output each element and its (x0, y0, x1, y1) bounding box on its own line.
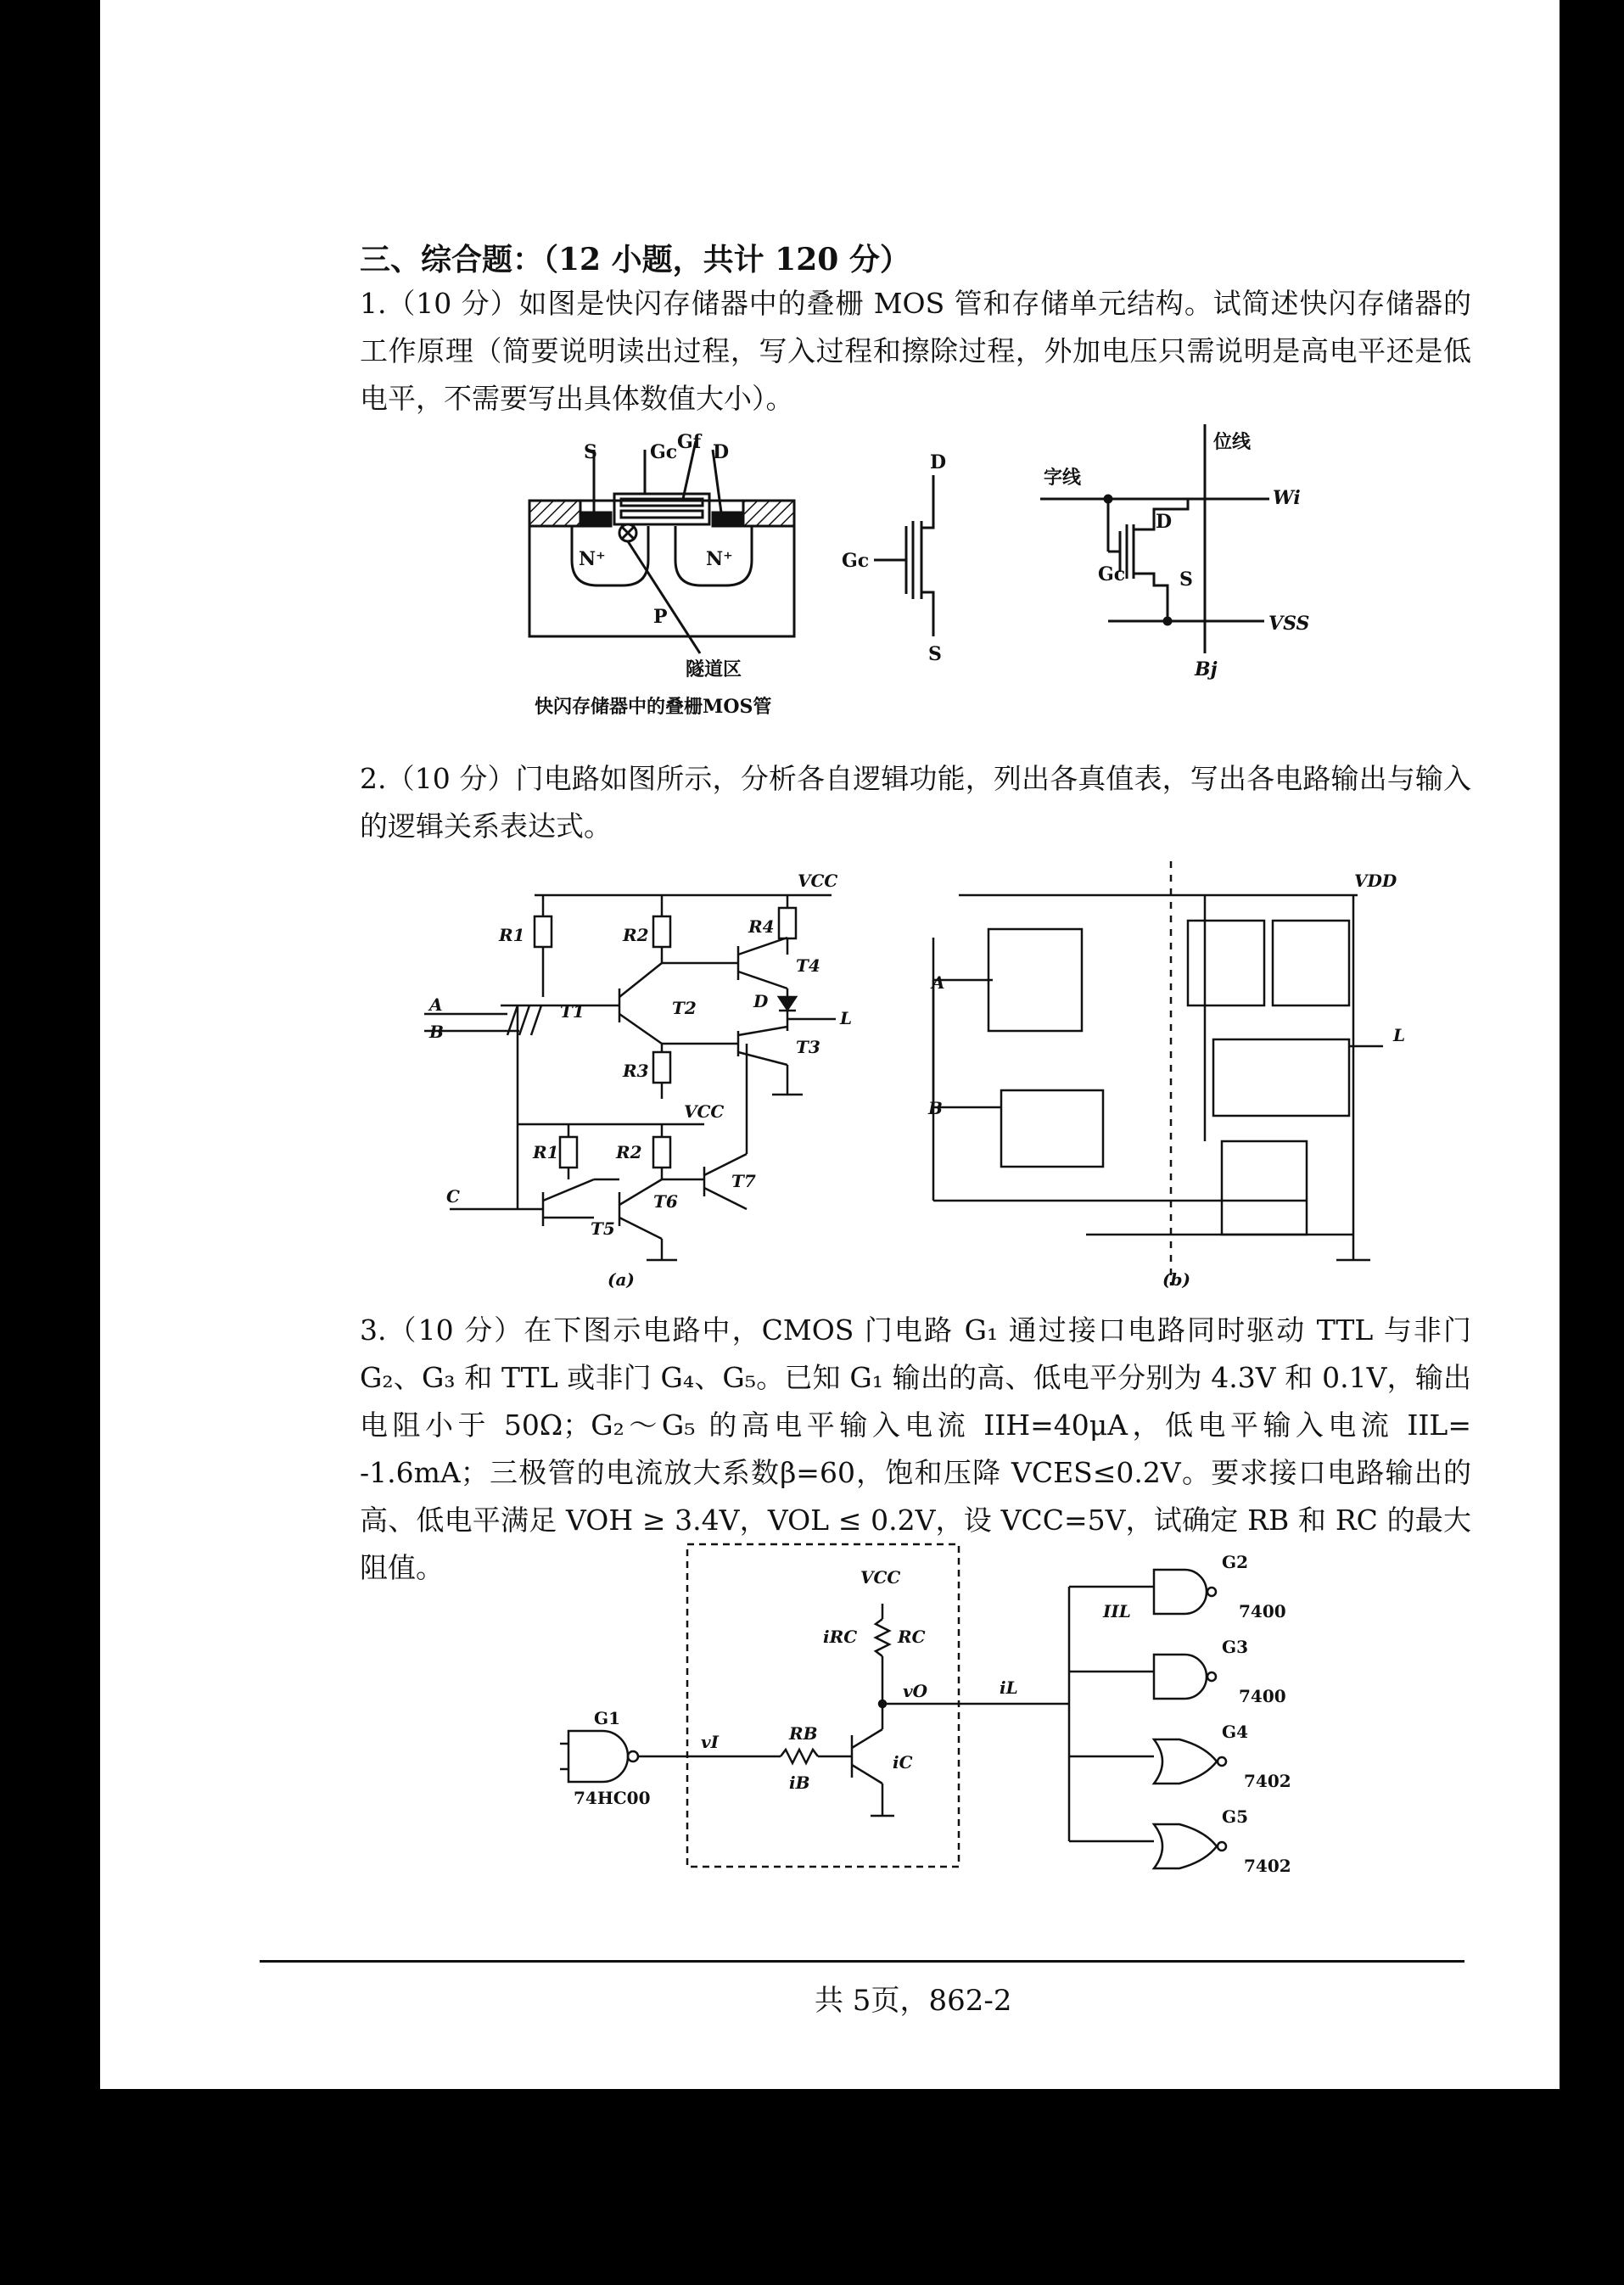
label-bj: Bj (1195, 658, 1218, 680)
a-a: A (429, 994, 443, 1015)
b-l: L (1393, 1025, 1406, 1045)
label-74hc00: 74HC00 (574, 1788, 651, 1808)
a-t7: T7 (731, 1171, 756, 1191)
caption-a: (a) (608, 1269, 635, 1290)
label-g2: G2 (1222, 1552, 1248, 1572)
label-p: P (653, 606, 668, 628)
label-n2: N⁺ (706, 548, 733, 570)
b-a: A (932, 972, 945, 993)
label-7402-b: 7402 (1244, 1856, 1291, 1876)
figure-interface-circuit (560, 1536, 1324, 1892)
label-irc: iRC (823, 1627, 858, 1647)
label-vcc: VCC (860, 1567, 901, 1588)
b-vdd: VDD (1354, 871, 1397, 891)
footer-rule (260, 1960, 1464, 1963)
label-wi: Wi (1273, 487, 1301, 509)
b-b: B (928, 1098, 943, 1118)
interface-box (687, 1544, 959, 1867)
label-n1: N⁺ (579, 548, 606, 570)
label-s: S (584, 441, 597, 463)
label-vo: vO (903, 1681, 928, 1701)
label-g4: G4 (1222, 1722, 1248, 1742)
a-vcc: VCC (798, 871, 838, 891)
a-t4: T4 (796, 955, 820, 976)
label-wordline: 字线 (1044, 467, 1082, 489)
a-t5: T5 (591, 1218, 615, 1239)
label-vss: VSS (1268, 613, 1310, 635)
a-t3: T3 (796, 1037, 820, 1057)
a-b: B (429, 1022, 444, 1042)
a-vcc2: VCC (684, 1101, 725, 1122)
gate-g5 (1154, 1824, 1226, 1868)
label-gf: Gf (677, 431, 702, 453)
a-r2: R2 (623, 925, 649, 945)
label-7400-a: 7400 (1239, 1601, 1286, 1621)
resistor-rb (781, 1750, 818, 1763)
a-r1: R1 (499, 925, 525, 945)
label-g3: G3 (1222, 1637, 1248, 1657)
a-r3: R3 (623, 1061, 649, 1081)
caption-b: (b) (1162, 1269, 1190, 1290)
gate-g3 (1154, 1655, 1216, 1699)
gate-g4 (1154, 1739, 1226, 1784)
a-r1b: R1 (533, 1142, 559, 1162)
label-d: D (713, 441, 730, 463)
label-7402-a: 7402 (1244, 1771, 1291, 1791)
label-bitline: 位线 (1213, 431, 1252, 453)
label-ib: iB (789, 1773, 810, 1793)
a-r4: R4 (748, 916, 775, 937)
gate-g2 (1154, 1570, 1216, 1614)
symbol-s: S (928, 643, 942, 665)
label-il: iL (1000, 1677, 1018, 1698)
symbol-d: D (930, 451, 947, 473)
label-tunnel: 隧道区 (686, 658, 742, 680)
gate-g1 (560, 1731, 638, 1782)
a-l: L (840, 1008, 853, 1028)
cell-d: D (1156, 511, 1173, 533)
label-rc: RC (898, 1627, 926, 1647)
page-footer: 共 5页，862-2 (815, 1984, 1012, 2018)
cell-g: Gc (1098, 563, 1126, 585)
a-t6: T6 (653, 1191, 678, 1212)
question-2-text: 2.（10 分）门电路如图所示，分析各自逻辑功能，列出各真值表，写出各电路输出与输入的逻辑关系表达式。 (360, 762, 1471, 843)
label-vi: vI (701, 1732, 719, 1752)
figure-gate-circuits (424, 861, 1425, 1294)
cell-s: S (1179, 568, 1193, 591)
a-r2b: R2 (616, 1142, 642, 1162)
memory-cell (1040, 424, 1269, 653)
label-g5: G5 (1222, 1806, 1248, 1827)
circuit-b (933, 861, 1383, 1285)
label-gc: Gc (650, 441, 678, 463)
a-t2: T2 (672, 998, 697, 1018)
label-g1: G1 (594, 1708, 620, 1728)
resistor-rc (876, 1619, 889, 1656)
a-d: D (753, 991, 769, 1011)
symbol-g: Gc (842, 550, 870, 572)
a-t1: T1 (560, 1001, 585, 1022)
figure-flash-mos (509, 424, 1358, 730)
label-7400-b: 7400 (1239, 1686, 1286, 1706)
a-c: C (446, 1186, 460, 1207)
figure-caption: 快闪存储器中的叠栅MOS管 (535, 696, 772, 718)
section-heading: 三、综合题：（12 小题，共计 120 分） (360, 242, 910, 277)
question-1-text: 1.（10 分）如图是快闪存储器中的叠栅 MOS 管和存储单元结构。试简述快闪存储器的工作原理（简要说明读出过程，写入过程和擦除过程，外加电压只需说明是高电平还是低电平，不需要写出具体数值大小）。 (360, 287, 1471, 415)
stacked-gate-symbol (874, 475, 933, 636)
label-ic: iC (893, 1752, 913, 1773)
label-iil: IIL (1103, 1601, 1131, 1621)
question-3-text: 3.（10 分）在下图示电路中，CMOS 门电路 G₁ 通过接口电路同时驱动 TTL 与非门 G₂、G₃ 和 TTL 或非门 G₄、G₅。已知 G₁ 输出的高、低电平分别为 4.3V 和 0.1V，输出电阻小于 50Ω；G₂～G₅ 的高电平输入电流 IIH=40μA，低电平输入电流 IIL= -1.6mA；三极管的电流放大系数β=60，饱和压降 VCES≤0.2V。要求接口电路输出的高、低电平满足 VOH ≥ 3.4V，VOL ≤ 0.2V，设 VCC=5V，试确定 RB 和 RC 的最大阻值。 (360, 1313, 1471, 1584)
label-rb: RB (789, 1723, 818, 1744)
